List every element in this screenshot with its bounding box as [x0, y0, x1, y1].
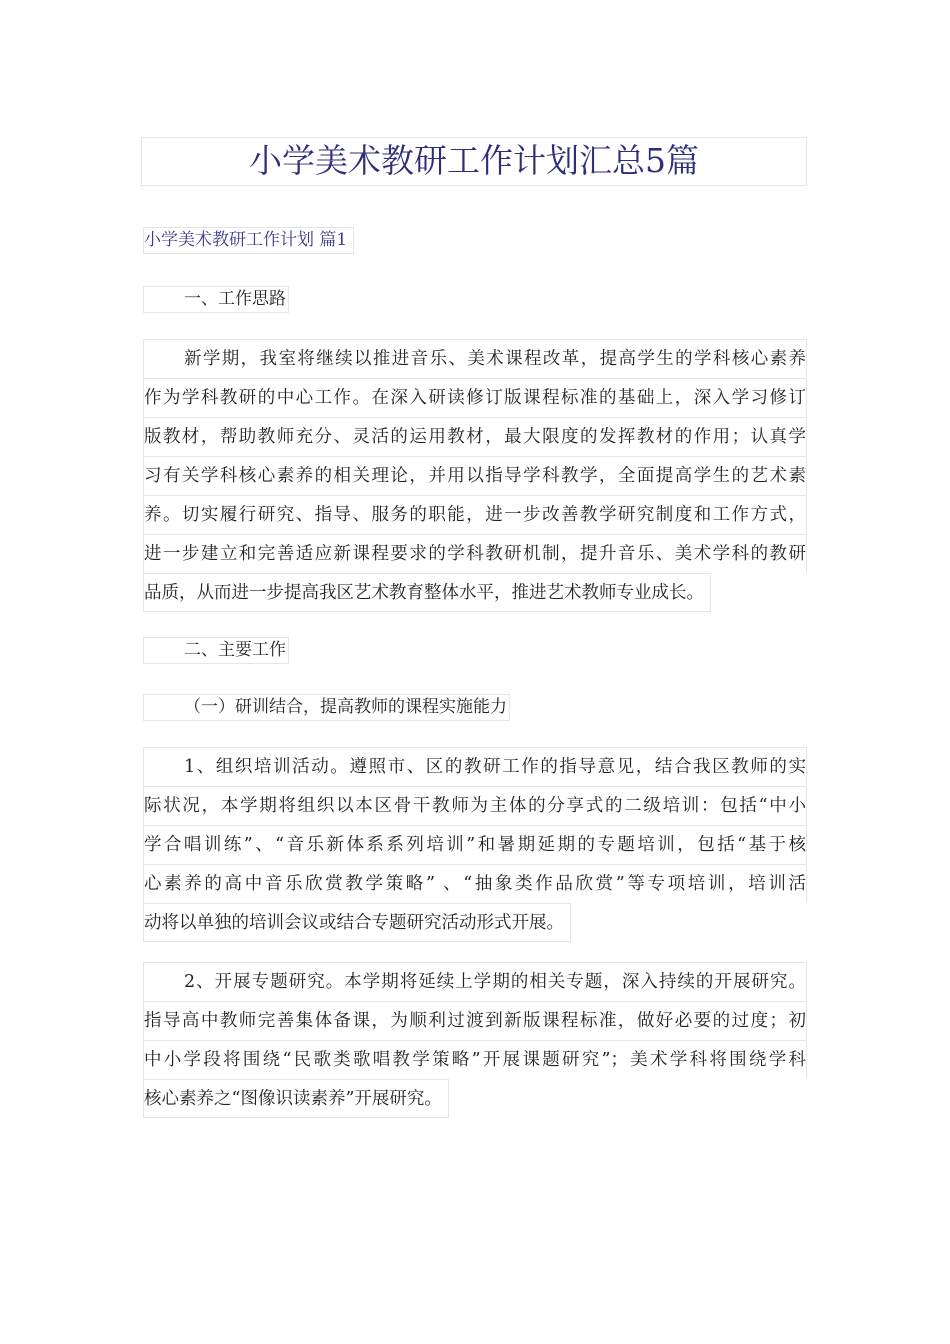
paragraph-line: 中小学段将围绕“民歌类歌唱教学策略”开展课题研究”；美术学科将围绕学科 [143, 1040, 807, 1079]
paragraph-line: 进一步建立和完善适应新课程要求的学科教研机制，提升音乐、美术学科的教研 [143, 534, 807, 573]
paragraph-2 [143, 747, 807, 946]
document-subtitle: 小学美术教研工作计划 篇1 [143, 227, 354, 254]
paragraph-line: 版教材，帮助教师充分、灵活的运用教材，最大限度的发挥教材的作用；认真学 [143, 417, 807, 456]
paragraph-line: 2、开展专题研究。本学期将延续上学期的相关专题，深入持续的开展研究。 [143, 962, 807, 1001]
paragraph-1 [143, 339, 807, 616]
paragraph-line: 养。切实履行研究、指导、服务的职能，进一步改善教学研究制度和工作方式， [143, 495, 807, 534]
paragraph-line: 动将以单独的培训会议或结合专题研究活动形式开展。 [143, 903, 571, 942]
section-heading-2: 二、主要工作 [143, 637, 289, 664]
paragraph-line: 学合唱训练”、“音乐新体系系列培训”和暑期延期的专题培训，包括“基于核 [143, 825, 807, 864]
section-heading-1: 一、工作思路 [143, 286, 289, 313]
section-subheading-1: （一）研训结合，提高教师的课程实施能力 [143, 694, 510, 721]
paragraph-line: 核心素养之“图像识读素养”开展研究。 [143, 1079, 449, 1118]
paragraph-line: 新学期，我室将继续以推进音乐、美术课程改革，提高学生的学科核心素养 [143, 339, 807, 378]
paragraph-3 [143, 962, 807, 1122]
paragraph-line: 品质，从而进一步提高我区艺术教育整体水平，推进艺术教师专业成长。 [143, 573, 711, 612]
paragraph-line: 际状况，本学期将组织以本区骨干教师为主体的分享式的二级培训：包括“中小 [143, 786, 807, 825]
paragraph-line: 习有关学科核心素养的相关理论，并用以指导学科教学，全面提高学生的艺术素 [143, 456, 807, 495]
paragraph-line: 心素养的高中音乐欣赏教学策略” 、“抽象类作品欣赏”等专项培训，培训活 [143, 864, 807, 903]
document-title: 小学美术教研工作计划汇总5篇 [141, 137, 807, 186]
paragraph-line: 指导高中教师完善集体备课，为顺利过渡到新版课程标准，做好必要的过度；初 [143, 1001, 807, 1040]
paragraph-line: 1、组织培训活动。遵照市、区的教研工作的指导意见，结合我区教师的实 [143, 747, 807, 786]
paragraph-line: 作为学科教研的中心工作。在深入研读修订版课程标准的基础上，深入学习修订 [143, 378, 807, 417]
